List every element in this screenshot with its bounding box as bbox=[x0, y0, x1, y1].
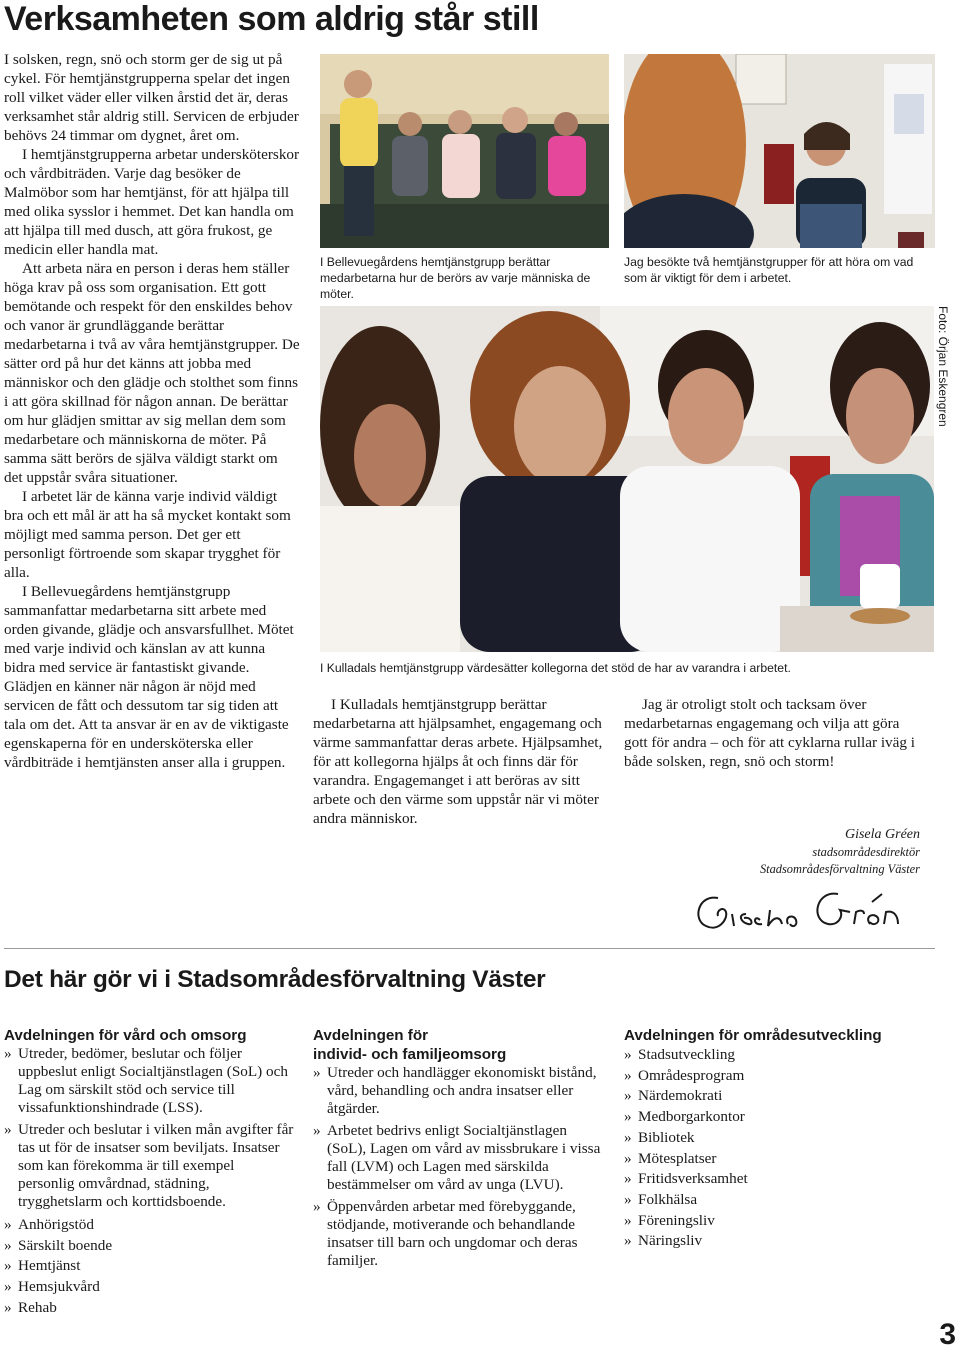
bullet-marker: » bbox=[313, 1198, 321, 1215]
list-item: » Mötesplatser bbox=[624, 1149, 924, 1170]
bullet-marker: » bbox=[624, 1066, 632, 1084]
list-item: » Områdesprogram bbox=[624, 1066, 924, 1087]
bullet-marker: » bbox=[4, 1121, 12, 1138]
photo-bellevue-image bbox=[320, 54, 609, 248]
bullet-marker: » bbox=[624, 1211, 632, 1229]
list-item: » Utreder och handlägger ekonomiskt bistånd, vård, behandling och andra insatser eller åtgärder. bbox=[313, 1064, 597, 1117]
list-item: » Utreder, bedömer, beslutar och följer uppbeslut enligt Socialtjänstlagen (SoL) och Lag om särskilt stöd och service till vissafunktionshindrade (LSS). bbox=[4, 1045, 288, 1116]
bullet-marker: » bbox=[624, 1170, 632, 1188]
list-item: » Hemtjänst bbox=[4, 1256, 294, 1277]
list-item: » Hemsjukvård bbox=[4, 1277, 294, 1298]
section-divider bbox=[4, 948, 935, 949]
department-care bbox=[4, 1026, 294, 1319]
signature-name: Gisela Gréen bbox=[844, 827, 920, 842]
photo-credit: Foto: Örjan Eskengren bbox=[936, 306, 950, 427]
list-item: » Öppenvården arbetar med förebyggande, stödjande, motiverande och behandlande insatser till barn och ungdomar och deras familjer. bbox=[313, 1198, 578, 1269]
list-item: » Rehab bbox=[4, 1298, 294, 1319]
bullet-marker: » bbox=[624, 1232, 632, 1250]
kulladal-column bbox=[313, 695, 603, 828]
page-headline: Verksamheten som aldrig står still bbox=[4, 0, 539, 38]
intro-paragraph: I hemtjänstgrupperna arbetar undersköterskor och vårdbiträden. Varje dag besöker de Malmöbor som har hemtjänst, för att hjälpa till med olika sysslor i hemmet. Det kan handla om att hjälpa till med dusch, att göra frukost, ge medicin eller handla mat. bbox=[4, 146, 300, 258]
signature-title: stadsområdesdirektör bbox=[812, 845, 920, 859]
intro-column bbox=[4, 50, 300, 772]
photo-visit bbox=[624, 54, 935, 248]
signature-org: Stadsområdesförvaltning Väster bbox=[759, 862, 920, 876]
photo-bellevue-group bbox=[320, 54, 609, 248]
signature-block bbox=[760, 826, 920, 878]
list-item: » Näringsliv bbox=[624, 1231, 924, 1252]
bullet-marker: » bbox=[4, 1278, 12, 1296]
handwritten-signature bbox=[688, 880, 918, 936]
bullet-marker: » bbox=[4, 1257, 12, 1275]
bullet-marker: » bbox=[624, 1128, 632, 1146]
page-number: 3 bbox=[939, 1318, 956, 1351]
photo-kulladal-image bbox=[320, 306, 934, 652]
bullet-marker: » bbox=[624, 1087, 632, 1105]
list-item: » Folkhälsa bbox=[624, 1190, 924, 1211]
intro-paragraph: I arbetet lär de känna varje individ väldigt bra och ett mål är att ha så mycket kontakt som möjligt med samma person. Det ger ett personligt förtroende som skapar trygghet för alla. bbox=[4, 488, 291, 581]
bullet-marker: » bbox=[624, 1108, 632, 1126]
intro-paragraph: I Bellevuegårdens hemtjänstgrupp sammanfattar medarbetarna sitt arbete med orden givande, glädje och ansvarsfullhet. Mötet med varje individ och känslan av att kunna bidra med service är fantastiskt givande. Glädjen en känner när någon är nöjd med servicen de fått och dessutom tar sig tiden att tala om det. Att ta ansvar är en av de viktigaste egenskaperna för en undersköterska eller vårdbiträde i hemtjänsten anser alla i gruppen. bbox=[4, 583, 294, 771]
bullet-marker: » bbox=[4, 1236, 12, 1254]
list-item: » Fritidsverksamhet bbox=[624, 1169, 924, 1190]
department-individual-family bbox=[313, 1026, 603, 1270]
bullet-marker: » bbox=[624, 1149, 632, 1167]
department-list bbox=[4, 1045, 294, 1319]
closing-column bbox=[624, 695, 924, 771]
department-heading: Avdelningen för områdesutveckling bbox=[624, 1027, 882, 1044]
list-item: » Särskilt boende bbox=[4, 1236, 294, 1257]
caption-kulladal: I Kulladals hemtjänstgrupp värdesätter kollegorna det stöd de har av varandra i arbetet. bbox=[320, 661, 791, 675]
department-heading: Avdelningen för vård och omsorg bbox=[4, 1027, 247, 1044]
bullet-marker: » bbox=[624, 1046, 632, 1063]
bullet-marker: » bbox=[313, 1064, 321, 1081]
signature-graphic bbox=[688, 880, 918, 936]
section-title: Det här gör vi i Stadsområdesförvaltning Väster bbox=[4, 966, 546, 993]
list-item: » Medborgarkontor bbox=[624, 1107, 924, 1128]
department-heading-line1: Avdelningen för bbox=[313, 1027, 429, 1044]
bullet-marker: » bbox=[313, 1122, 321, 1139]
department-area-development bbox=[624, 1026, 924, 1252]
caption-visit: Jag besökte två hemtjänstgrupper för att höra om vad som är viktigt för dem i arbetet. bbox=[624, 255, 914, 285]
department-heading-line2: individ- och familjeomsorg bbox=[313, 1046, 507, 1063]
list-item: » Bibliotek bbox=[624, 1128, 924, 1149]
bullet-marker: » bbox=[4, 1045, 12, 1062]
list-item: » Föreningsliv bbox=[624, 1211, 924, 1232]
intro-paragraph: I solsken, regn, snö och storm ger de sig ut på cykel. För hemtjänstgrupperna spelar det ingen roll vilket väder eller vilken årstid det är, deras verksamhet står aldrig still. Servicen de erbjuder behövs 24 timmar om dygnet, året om. bbox=[4, 51, 299, 144]
bullet-marker: » bbox=[624, 1190, 632, 1208]
list-item: » Närdemokrati bbox=[624, 1086, 924, 1107]
kulladal-paragraph: I Kulladals hemtjänstgrupp berättar medarbetarna att hjälpsamhet, engagemang och värme sammanfattar deras arbete. Hjälpsamhet, för att kollegorna hjälps åt och finns där för varandra. Engagemanget i att beröras av sitt arbete och den värme som uppstår när vi möter andra människor. bbox=[313, 696, 603, 827]
photo-visit-image bbox=[624, 54, 935, 248]
list-item: » Arbetet bedrivs enligt Socialtjänstlagen (SoL), Lagen om vård av missbrukare i vissa fall (LVM) och Lagen med särskilda bestämmelser om vård av unga (LVU). bbox=[313, 1122, 601, 1193]
bullet-marker: » bbox=[4, 1298, 12, 1316]
list-item: » Stadsutveckling bbox=[624, 1045, 924, 1066]
department-list bbox=[624, 1045, 924, 1252]
photo-kulladal-group bbox=[320, 306, 934, 652]
list-item: » Utreder och beslutar i vilken mån avgifter får tas ut för de insatser som beviljats. Insatser som kan förekomma är till exempel personlig omvårdnad, städning, trygghetslarm och korttidsboende. bbox=[4, 1121, 294, 1210]
list-item: » Anhörigstöd bbox=[4, 1215, 294, 1236]
intro-paragraph: Att arbeta nära en person i deras hem ställer höga krav på oss som organisation. Ett gott bemötande och respekt för den enskildes behov och vanor är grundläggande berättar medarbetarna i två av våra hemtjänstgrupper. De sätter ord på hur det känns att jobba med människor och den glädje och stolthet som finns i att göra skillnad för någon annan. De berättar om hur glädjen smittar av sig mellan dem som medarbetare och människorna de möter. På samma sätt berörs de själva väldigt starkt om det uppstår svåra situationer. bbox=[4, 260, 300, 486]
bullet-marker: » bbox=[4, 1216, 12, 1233]
department-list bbox=[313, 1064, 603, 1270]
caption-bellevue: I Bellevuegårdens hemtjänstgrupp berättar medarbetarna hur de berörs av varje människa de möter. bbox=[320, 255, 591, 301]
closing-paragraph: Jag är otroligt stolt och tacksam över medarbetarnas engagemang och vilja att göra gott för andra – och för att cyklarna rullar iväg i både solsken, regn, snö och storm! bbox=[624, 696, 915, 770]
